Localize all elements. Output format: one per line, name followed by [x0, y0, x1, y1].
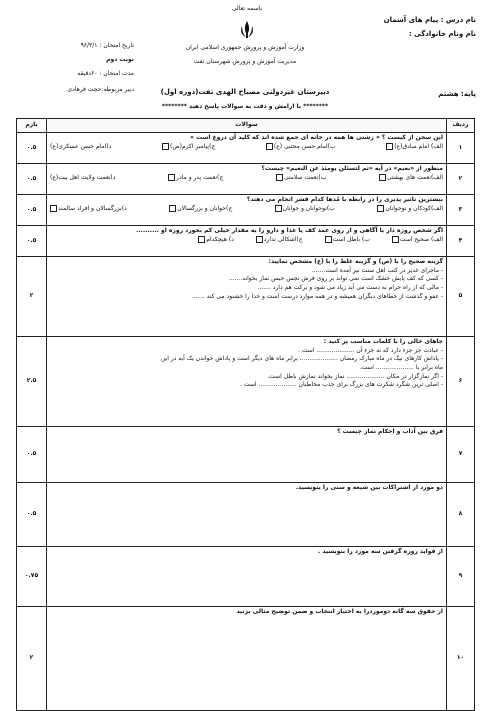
question-text: گزینه صحیح را با (ص) و گزینه غلط را با (غ) مشخص نمایید: — [268, 258, 443, 265]
option-b[interactable]: ب)نعمت سلامتی — [276, 174, 326, 183]
checkbox-icon — [276, 174, 283, 181]
question-cell[interactable] — [47, 483, 447, 547]
question-number: ۸ — [447, 483, 475, 547]
checkbox-icon — [386, 143, 393, 150]
checkbox-icon — [168, 174, 175, 181]
question-score: ۲ — [17, 607, 47, 711]
option-a[interactable]: الف)کودکان و نوجوانان — [377, 205, 443, 214]
statement-item[interactable]: - کسی که کف پایش خشک است نمی تواند بر روی فرش نجس خیس نماز بخواند....... — [228, 275, 443, 283]
exam-motto: ******** با ارامش و دقت به سوالات پاسخ دهید ******** — [161, 103, 329, 110]
question-number: ۴ — [447, 226, 475, 257]
exam-duration: مدت امتحان : ۶۰دقیقه — [77, 70, 134, 77]
fill-blank-item[interactable]: - عبادت جز جزء دارد که نه جزء آن .................... است . — [298, 346, 443, 354]
statement-item[interactable]: - عفو و گذشت از خطاهای دیگران همیشه و در همه موارد درست است و خدا را خشنود می کند ....... — [191, 292, 443, 300]
question-cell[interactable] — [47, 427, 447, 483]
question-text: جاهای خالی را با کلمات مناسب پر کنید : — [323, 338, 443, 345]
exam-session: نوبت دوم — [106, 56, 134, 63]
question-score: ۰.۵ — [17, 226, 47, 257]
question-score: ۰.۵ — [17, 164, 47, 195]
fill-blank-item[interactable]: ماه برابر با .................... است. — [359, 364, 443, 372]
question-cell[interactable] — [47, 607, 447, 711]
question-row — [17, 257, 475, 337]
question-text: این سخن از کیست ؟ « زشتی ها همه در خانه ای جمع شده اند که کلید آن دروغ است » — [190, 134, 443, 141]
fill-blank-item[interactable]: - اصلی ترین شگرد شکرت های بزرگ برای جذب مخاطبان .................... است . — [240, 381, 443, 389]
fill-blank-item[interactable]: - اگر نمازگزار در مکان .................... نماز بخواند نمازش باطل است. — [267, 372, 443, 380]
question-text: از حقوق سه گانه دوموردرا به اختیار انتخاب و ضمن توضیح مثالی بزنید — [236, 608, 443, 615]
option-a[interactable]: الف) امام صادق(ع) — [386, 143, 443, 152]
school-title: دبیرستان غیردولتی مصباح الهدی تفت(دوره اول) — [160, 88, 330, 96]
option-b[interactable]: ب)نوجوانان و جوانان — [275, 205, 335, 214]
question-text: از فواید روزه گرفتن سه مورد را بنویسید . — [318, 548, 443, 555]
option-b[interactable]: ب)امام حسن مجتبی (ع) — [266, 143, 336, 152]
ministry-title: وزارت آموزش و پرورش جمهوری اسلامی ایران — [185, 44, 305, 51]
question-text: دو مورد از اشتراکات بین شیعه و سنی را بنویسید. — [295, 484, 443, 491]
option-a[interactable]: الف)نعمت های بهشتی — [379, 174, 443, 183]
checkbox-icon — [266, 143, 273, 150]
question-score: ۰.۷۵ — [17, 547, 47, 607]
question-row — [17, 607, 475, 711]
question-cell — [47, 226, 447, 257]
question-cell — [47, 195, 447, 226]
option-d[interactable]: د)بزرگسالان و افراد سالمند — [50, 205, 127, 214]
option-c[interactable]: ج)اشکالی ندارد — [256, 236, 303, 245]
question-cell — [47, 337, 447, 427]
question-text: بیشترین تاثیر پذیری را در رابطه با مُدها کدام قشر انجام می دهند؟ — [246, 196, 443, 203]
question-number: ۹ — [447, 547, 475, 607]
question-score: ۲.۵ — [17, 337, 47, 427]
question-score: ۰.۵ — [17, 133, 47, 164]
question-row — [17, 195, 475, 226]
option-c[interactable]: ج)پیامبر اکرم(ص) — [162, 143, 215, 152]
option-c[interactable]: ج)نعمت پدر و مادر — [168, 174, 223, 183]
question-row — [17, 226, 475, 257]
statement-item[interactable]: - ماجرای غدیر در کتب اهل سنت نیز آمده است....... — [311, 266, 443, 274]
questions-table — [16, 118, 475, 711]
checkbox-icon — [50, 205, 57, 212]
col-questions-header: سوالات — [47, 119, 447, 133]
grade-label: پایه: هشتم — [438, 90, 476, 98]
student-name-field[interactable]: نام ونام خانوادگی : — [408, 30, 476, 38]
question-number: ۱۰ — [447, 607, 475, 711]
checkbox-icon — [379, 174, 386, 181]
course-name: نام درس : پیام های آسمان — [383, 16, 476, 24]
option-a[interactable]: الف) صحیح است — [392, 236, 443, 245]
question-number: ۱ — [447, 133, 475, 164]
question-text: فرق بین آداب و احکام نماز چیست ؟ — [337, 428, 443, 435]
checkbox-icon — [392, 236, 399, 243]
checkbox-icon — [162, 143, 169, 150]
question-score: ۰.۵ — [17, 427, 47, 483]
question-cell[interactable] — [47, 547, 447, 607]
checkbox-icon — [325, 236, 332, 243]
directorate-title: مدیریت آموزش و پرورش شهرستان تفت — [193, 58, 297, 65]
bismillah: باسمه تعالی — [231, 5, 263, 12]
question-cell — [47, 133, 447, 164]
question-text: منظور از «نعیم» در آیه «ثم لتسئلن یومئذ عن النعیم» چیست؟ — [261, 165, 443, 172]
teacher-name: دبیر مربوطه:حجت فرهادی — [67, 86, 134, 93]
question-row — [17, 164, 475, 195]
question-row — [17, 427, 475, 483]
table-header-row — [17, 119, 475, 133]
option-b[interactable]: ب) باطل است — [325, 236, 370, 245]
col-score-header: بارم — [17, 119, 47, 133]
question-number: ۶ — [447, 337, 475, 427]
statement-item[interactable]: - مالی که از راه حرام به دست می آید زیاد می شود و برکت هم دارد ....... — [257, 284, 443, 292]
question-number: ۲ — [447, 164, 475, 195]
question-row — [17, 483, 475, 547]
option-d[interactable]: د)نعمت ولایت اهل بیت(ع) — [50, 173, 116, 181]
option-c[interactable]: ج)جوانان و بزرگسالان — [169, 205, 232, 214]
checkbox-icon — [377, 205, 384, 212]
question-row — [17, 547, 475, 607]
checkbox-icon — [198, 236, 205, 243]
question-row — [17, 133, 475, 164]
checkbox-icon — [169, 205, 176, 212]
fill-blank-item[interactable]: - پاداش کارهای نیک در ماه مبارک رمضان .................... برابر ماه های دیگر است و پاداش خواندن یک آیه در این — [160, 355, 443, 363]
checkbox-icon — [256, 236, 263, 243]
option-d[interactable]: د)امام حسن عسکری(ع) — [50, 142, 112, 150]
question-number: ۵ — [447, 257, 475, 337]
question-row — [17, 337, 475, 427]
iran-emblem-icon — [238, 20, 256, 40]
question-score: ۰.۵ — [17, 483, 47, 547]
col-row-header: ردیف — [447, 119, 475, 133]
question-cell — [47, 257, 447, 337]
question-text: اگر شخص روزه دار با آگاهی و از روی عمد کف یا غذا و دارو را به مقدار خیلی کم بخورد روزه او .......... — [136, 227, 443, 234]
question-number: ۷ — [447, 427, 475, 483]
question-cell — [47, 164, 447, 195]
question-score: ۰.۵ — [17, 195, 47, 226]
option-d[interactable]: د) هیچکدام — [198, 236, 234, 245]
question-number: ۳ — [447, 195, 475, 226]
question-score: ۲ — [17, 257, 47, 337]
checkbox-icon — [275, 205, 282, 212]
exam-date: تاریخ امتحان : ۹۶/۳/۱ — [80, 42, 134, 49]
